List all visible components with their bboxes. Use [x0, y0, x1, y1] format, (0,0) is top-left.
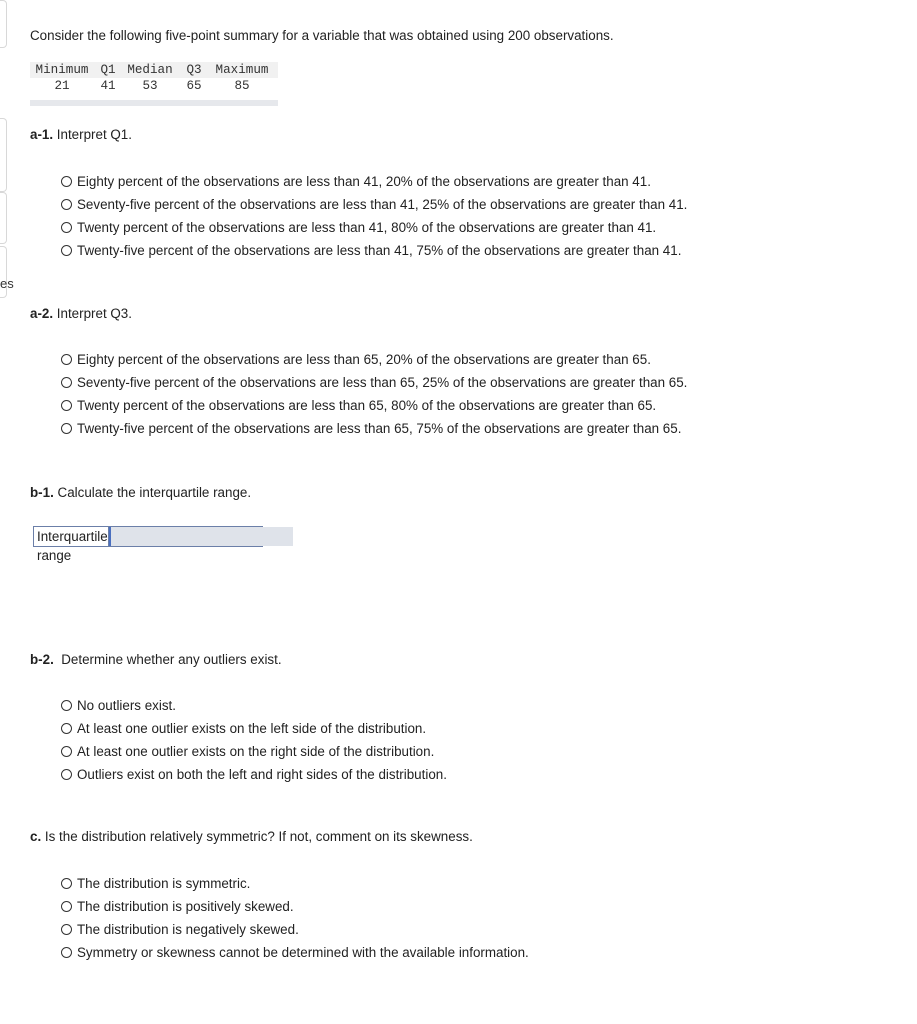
option-a1-3[interactable] — [61, 216, 687, 239]
option-label: Symmetry or skewness cannot be determined with the available information. — [77, 945, 529, 960]
option-label: The distribution is symmetric. — [77, 876, 251, 891]
summary-header: Minimum — [35, 63, 89, 77]
option-c-1[interactable] — [61, 872, 529, 895]
option-label: The distribution is negatively skewed. — [77, 922, 299, 937]
options-c — [61, 872, 529, 964]
summary-scrollbar[interactable] — [30, 100, 278, 106]
radio-button[interactable] — [61, 769, 72, 780]
question-text: Is the distribution relatively symmetric? If not, comment on its skewness. — [41, 829, 473, 844]
radio-button[interactable] — [61, 723, 72, 734]
question-c — [30, 829, 473, 844]
radio-button[interactable] — [61, 924, 72, 935]
summary-value: 21 — [54, 79, 70, 93]
radio-button[interactable] — [61, 901, 72, 912]
question-b1 — [30, 485, 251, 500]
question-number: b-1. — [30, 485, 54, 500]
option-label: At least one outlier exists on the right side of the distribution. — [77, 744, 435, 759]
radio-button[interactable] — [61, 746, 72, 757]
option-b2-2[interactable] — [61, 717, 447, 740]
radio-button[interactable] — [61, 354, 72, 365]
option-c-2[interactable] — [61, 895, 529, 918]
left-panel-edge — [0, 192, 7, 244]
left-panel-edge — [0, 118, 7, 192]
summary-value: 53 — [142, 79, 158, 93]
option-c-4[interactable] — [61, 941, 529, 964]
summary-header: Q3 — [186, 63, 202, 77]
option-label: Twenty-five percent of the observations are less than 41, 75% of the observations are greater than 41. — [77, 243, 682, 258]
option-label: Eighty percent of the observations are less than 65, 20% of the observations are greater than 65. — [77, 352, 651, 367]
five-point-summary-table — [30, 62, 278, 106]
option-label: Seventy-five percent of the observations are less than 65, 25% of the observations are greater than 65. — [77, 375, 688, 390]
option-a2-2[interactable] — [61, 371, 687, 394]
radio-button[interactable] — [61, 423, 72, 434]
question-text: Calculate the interquartile range. — [53, 485, 252, 500]
radio-button[interactable] — [61, 947, 72, 958]
options-a2 — [61, 348, 687, 440]
question-a1 — [30, 127, 132, 142]
side-label: es — [0, 276, 14, 291]
iqr-label: Interquartile range — [34, 527, 109, 546]
option-label: At least one outlier exists on the left side of the distribution. — [77, 721, 427, 736]
summary-header: Median — [127, 63, 173, 77]
option-b2-3[interactable] — [61, 740, 447, 763]
option-label: Twenty percent of the observations are less than 65, 80% of the observations are greater than 65. — [77, 398, 657, 413]
question-a2 — [30, 306, 132, 321]
radio-button[interactable] — [61, 878, 72, 889]
option-label: Twenty-five percent of the observations are less than 65, 75% of the observations are greater than 65. — [77, 421, 682, 436]
radio-button[interactable] — [61, 377, 72, 388]
option-a1-1[interactable] — [61, 170, 687, 193]
option-c-3[interactable] — [61, 918, 529, 941]
radio-button[interactable] — [61, 400, 72, 411]
question-b2 — [30, 652, 282, 667]
question-text: Interpret Q1. — [53, 127, 132, 142]
option-b2-1[interactable] — [61, 694, 447, 717]
summary-header: Maximum — [215, 63, 269, 77]
radio-button[interactable] — [61, 176, 72, 187]
option-label: Eighty percent of the observations are less than 41, 20% of the observations are greater than 41. — [77, 174, 651, 189]
question-text: Determine whether any outliers exist. — [53, 652, 282, 667]
radio-button[interactable] — [61, 222, 72, 233]
option-label: Outliers exist on both the left and right sides of the distribution. — [77, 767, 447, 782]
option-a1-2[interactable] — [61, 193, 687, 216]
left-panel-edge — [0, 0, 7, 48]
question-number: a-1. — [30, 127, 54, 142]
option-a2-3[interactable] — [61, 394, 687, 417]
radio-button[interactable] — [61, 700, 72, 711]
question-number: a-2. — [30, 306, 54, 321]
iqr-row — [33, 526, 263, 563]
question-intro: Consider the following five-point summary for a variable that was obtained using 200 observations. — [30, 28, 614, 43]
summary-value: 85 — [234, 79, 250, 93]
option-a2-1[interactable] — [61, 348, 687, 371]
summary-value-row — [30, 78, 278, 94]
summary-header-row — [30, 62, 278, 78]
option-a1-4[interactable] — [61, 239, 687, 262]
option-label: No outliers exist. — [77, 698, 176, 713]
summary-value: 41 — [100, 79, 116, 93]
radio-button[interactable] — [61, 245, 72, 256]
option-b2-4[interactable] — [61, 763, 447, 786]
question-number: b-2. — [30, 652, 54, 667]
summary-header: Q1 — [100, 63, 116, 77]
iqr-input[interactable] — [109, 527, 293, 546]
option-label: Seventy-five percent of the observations are less than 41, 25% of the observations are greater than 41. — [77, 197, 688, 212]
radio-button[interactable] — [61, 199, 72, 210]
option-label: Twenty percent of the observations are less than 41, 80% of the observations are greater than 41. — [77, 220, 657, 235]
options-b2 — [61, 694, 447, 786]
options-a1 — [61, 170, 687, 262]
option-a2-4[interactable] — [61, 417, 687, 440]
summary-value: 65 — [186, 79, 202, 93]
question-text: Interpret Q3. — [53, 306, 132, 321]
question-number: c. — [30, 829, 42, 844]
option-label: The distribution is positively skewed. — [77, 899, 294, 914]
